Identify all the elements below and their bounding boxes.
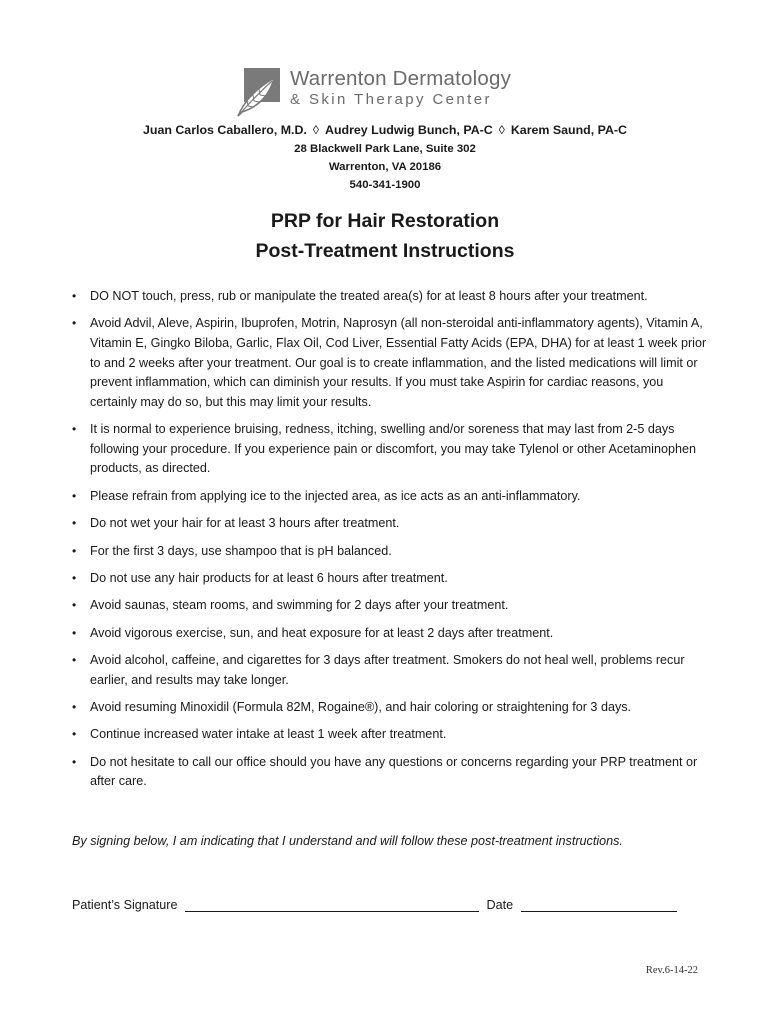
provider-3: Karem Saund, PA-C: [510, 123, 627, 137]
bullet-icon: •: [72, 422, 77, 437]
signature-row: [72, 897, 677, 917]
instruction-text: It is normal to experience bruising, redness, itching, swelling and/or soreness that may last from 2-5 days following your procedure. If you experience pain or discomfort, you may take Tylenol or other Acetaminophen products, as directed.: [90, 422, 696, 476]
bullet-icon: •: [72, 700, 77, 715]
instruction-text: For the first 3 days, use shampoo that is pH balanced.: [90, 543, 392, 558]
bullet-icon: •: [72, 488, 77, 503]
separator: ◊: [312, 123, 319, 137]
list-item: [72, 542, 708, 562]
instruction-text: Avoid saunas, steam rooms, and swimming for 2 days after your treatment.: [90, 598, 509, 613]
instruction-text: Avoid alcohol, caffeine, and cigarettes for 3 days after treatment. Smokers do not heal well, problems recur earlier, and results may take longer.: [90, 653, 685, 687]
logo-subtitle: & Skin Therapy Center: [290, 91, 492, 108]
date-field[interactable]: [521, 897, 677, 912]
list-item: [72, 487, 708, 507]
bullet-icon: •: [72, 316, 77, 331]
list-item: [72, 514, 708, 534]
patient-signature-field[interactable]: [185, 897, 479, 912]
bullet-icon: •: [72, 727, 77, 742]
list-item: [72, 314, 708, 412]
list-item: [72, 287, 708, 307]
bullet-icon: •: [72, 598, 77, 613]
list-item: [72, 725, 708, 745]
document-subtitle: Post-Treatment Instructions: [255, 240, 515, 262]
revision-code: Rev.6-14-22: [645, 965, 698, 976]
logo-name: Warrenton Dermatology: [290, 67, 512, 90]
separator: ◊: [498, 123, 505, 137]
list-item: [72, 651, 708, 690]
leaf-logo-icon: [234, 66, 282, 118]
address-line-1: 28 Blackwell Park Lane, Suite 302: [294, 143, 476, 155]
patient-signature-label: Patient’s Signature: [72, 898, 178, 912]
list-item: [72, 698, 708, 718]
list-item: [72, 753, 708, 792]
consent-statement: By signing below, I am indicating that I understand and will follow these post-treatment instructions.: [72, 834, 623, 848]
bullet-icon: •: [72, 289, 77, 303]
instruction-text: Avoid Advil, Aleve, Aspirin, Ibuprofen, Motrin, Naprosyn (all non-steroidal anti-inflammatory agents), Vitamin A, Vitamin E, Gingko Biloba, Garlic, Flax Oil, Cod Liver, Essential Fatty Acids (EPA, DHA) for at least 1 week prior to and 2 weeks after your treatment. Our goal is to create inflammation, and the listed medications will limit or prevent inflammation, which can diminish your results. If you must take Aspirin for cardiac reasons, you certainly may do so, but this may limit your results.: [90, 316, 707, 409]
instruction-text: Avoid resuming Minoxidil (Formula 82M, Rogaine®), and hair coloring or straightening for 3 days.: [90, 700, 632, 715]
instruction-text: Please refrain from applying ice to the injected area, as ice acts as an anti-inflammatory.: [90, 488, 581, 503]
instruction-text: Continue increased water intake at least 1 week after treatment.: [90, 727, 447, 742]
provider-names: [0, 123, 770, 137]
list-item: [72, 624, 708, 644]
instruction-list: [72, 287, 708, 800]
bullet-icon: •: [72, 653, 77, 668]
clinic-logo: [234, 66, 524, 120]
list-item: [72, 569, 708, 589]
date-label: Date: [486, 898, 514, 912]
list-item: [72, 420, 708, 479]
bullet-icon: •: [72, 543, 77, 558]
phone-number: 540-341-1900: [349, 179, 421, 191]
list-item: [72, 596, 708, 616]
bullet-icon: •: [72, 516, 77, 531]
instruction-text: Do not hesitate to call our office should you have any questions or concerns regarding your PRP treatment or after care.: [90, 754, 698, 789]
instruction-text: Do not wet your hair for at least 3 hours after treatment.: [90, 516, 400, 531]
instruction-text: DO NOT touch, press, rub or manipulate the treated area(s) for at least 8 hours after your treatment.: [90, 289, 648, 303]
document-title: PRP for Hair Restoration: [270, 210, 500, 232]
address-line-2: Warrenton, VA 20186: [328, 161, 442, 173]
provider-1: Juan Carlos Caballero, M.D.: [143, 123, 307, 137]
instruction-text: Avoid vigorous exercise, sun, and heat exposure for at least 2 days after treatment.: [90, 625, 554, 640]
bullet-icon: •: [72, 754, 77, 769]
bullet-icon: •: [72, 625, 77, 640]
provider-2: Audrey Ludwig Bunch, PA-C: [325, 123, 493, 137]
instruction-text: Do not use any hair products for at least 6 hours after treatment.: [90, 570, 448, 585]
bullet-icon: •: [72, 570, 77, 585]
